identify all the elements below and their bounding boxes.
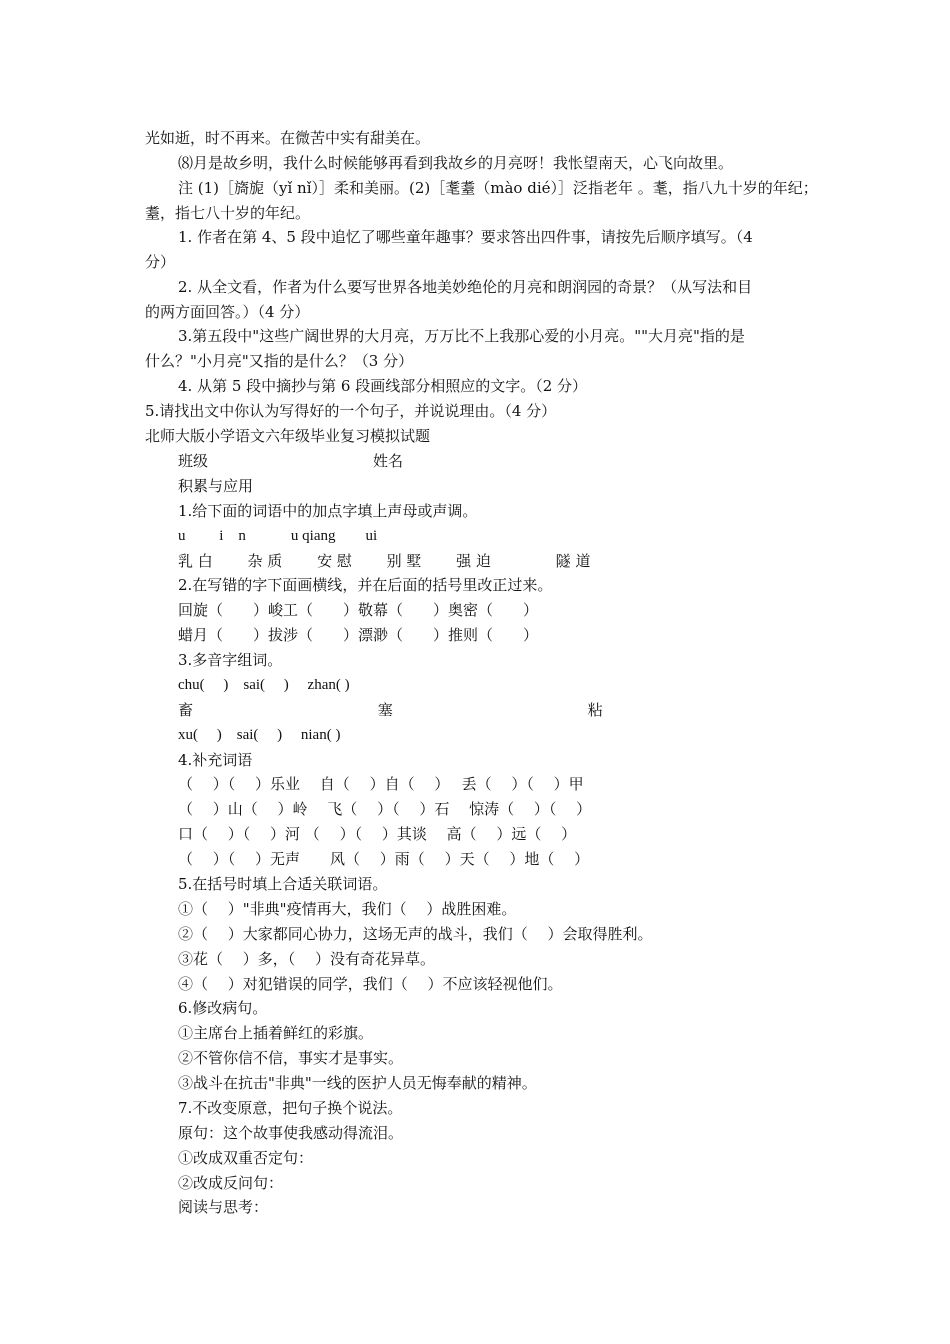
section-heading: 阅读与思考： <box>178 1198 269 1216</box>
question-3-row: xu( ) sai( ) nian( ) <box>178 727 341 743</box>
question-6-item: ①主席台上插着鲜红的彩旗。 <box>178 1024 374 1042</box>
class-name-line: 班级 姓名 <box>178 452 404 470</box>
question-6: 6.修改病句。 <box>178 999 268 1017</box>
question-3-row: 畜 塞 粘 <box>178 701 603 719</box>
question-5-item: ①（ ）"非典"疫情再大，我们（ ）战胜困难。 <box>178 900 517 918</box>
question-3-row: chu( ) sai( ) zhan( ) <box>178 677 350 693</box>
question-4-row: 口（ ）（ ）河 （ ）（ ）其谈 高（ ）远（ ） <box>178 825 577 843</box>
question-4-row: （ ）（ ）乐业 自（ ）自（ ） 丢（ ）（ ）甲 <box>178 775 584 793</box>
reading-question-4: 4. 从第 5 段中摘抄与第 6 段画线部分相照应的文字。（2 分） <box>178 377 588 395</box>
question-4-row: （ ）山（ ）岭 飞（ ）（ ）石 惊涛（ ）（ ） <box>178 800 592 818</box>
question-7: 7.不改变原意，把句子换个说法。 <box>178 1099 403 1117</box>
question-4: 4.补充词语 <box>178 751 253 769</box>
question-5-item: ③花（ ）多，（ ）没有奇花异草。 <box>178 950 436 968</box>
reading-question-3-cont: 什么？"小月亮"又指的是什么？（3 分） <box>145 352 414 370</box>
question-5: 5.在括号时填上合适关联词语。 <box>178 875 388 893</box>
question-2: 2.在写错的字下面画横线，并在后面的括号里改正过来。 <box>178 576 553 594</box>
section-heading: 积累与应用 <box>178 477 254 495</box>
reading-question-1-cont: 分） <box>145 253 176 271</box>
question-3: 3.多音字组词。 <box>178 651 283 669</box>
exam-title: 北师大版小学语文六年级毕业复习模拟试题 <box>145 427 431 445</box>
question-5-item: ②（ ）大家都同心协力，这场无声的战斗，我们（ ）会取得胜利。 <box>178 925 653 943</box>
reading-footnote: 注 (1)［旖旎（yǐ nǐ）］柔和美丽。(2)［耄耋（mào dié）］泛指老年 。耄，指八九十岁的年纪； <box>178 179 818 197</box>
question-1-pinyin: u i n u qiang ui <box>178 528 378 544</box>
question-2-row: 蜡月（ ）拔涉（ ）漂渺（ ）推则（ ） <box>178 626 539 644</box>
reading-question-2-cont: 的两方面回答。）（4 分） <box>145 303 310 321</box>
reading-question-5: 5.请找出文中你认为写得好的一个句子，并说说理由。（4 分） <box>145 402 557 420</box>
question-7-original: 原句：这个故事使我感动得流泪。 <box>178 1124 404 1142</box>
question-6-item: ③战斗在抗击"非典"一线的医护人员无悔奉献的精神。 <box>178 1074 537 1092</box>
question-1-words: 乳 白 杂 质 安 慰 别 墅 强 迫 隧 道 <box>178 552 591 570</box>
reading-footnote: 耋，指七八十岁的年纪。 <box>145 204 311 222</box>
question-4-row: （ ）（ ）无声 风（ ）雨（ ）天（ ）地（ ） <box>178 850 590 868</box>
reading-line: 光如逝，时不再来。在微苦中实有甜美在。 <box>145 129 431 147</box>
reading-question-2: 2. 从全文看，作者为什么要写世界各地美妙绝伦的月亮和朗润园的奇景？（从写法和目 <box>178 278 753 296</box>
question-6-item: ②不管你信不信，事实才是事实。 <box>178 1049 404 1067</box>
question-2-row: 回旋（ ）峻工（ ）敬幕（ ）奥密（ ） <box>178 601 539 619</box>
reading-question-1: 1. 作者在第 4、5 段中追忆了哪些童年趣事？要求答出四件事，请按先后顺序填写。（4 <box>178 228 753 246</box>
reading-question-3: 3.第五段中"这些广阔世界的大月亮，万万比不上我那心爱的小月亮。""大月亮"指的是 <box>178 327 745 345</box>
question-5-item: ④（ ）对犯错误的同学，我们（ ）不应该轻视他们。 <box>178 975 563 993</box>
question-7-item: ②改成反问句： <box>178 1174 284 1192</box>
question-7-item: ①改成双重否定句： <box>178 1149 314 1167</box>
reading-line: ⑻月是故乡明，我什么时候能够再看到我故乡的月亮呀！我怅望南天，心飞向故里。 <box>178 154 734 172</box>
question-1: 1.给下面的词语中的加点字填上声母或声调。 <box>178 502 478 520</box>
